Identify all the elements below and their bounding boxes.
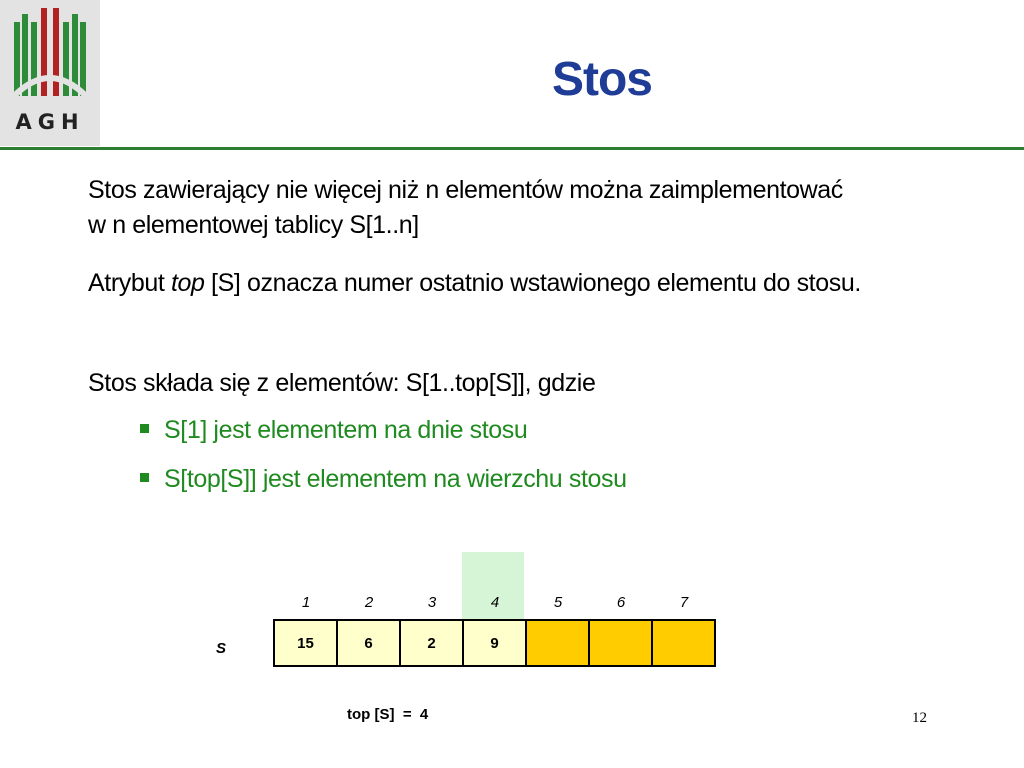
bullet-item-top xyxy=(140,465,627,494)
paragraph-1-line-2: w n elementowej tablicy S[1..n] xyxy=(88,211,419,239)
top-keyword: top xyxy=(170,269,205,297)
square-bullet-icon xyxy=(140,473,149,482)
bullet-item-bottom xyxy=(140,416,527,445)
title-divider xyxy=(0,147,1024,150)
square-bullet-icon xyxy=(140,424,149,433)
array-index: 2 xyxy=(364,594,374,611)
array-cell: 2 xyxy=(401,621,464,665)
array-index: 6 xyxy=(616,594,626,611)
bullet-text: S[1] jest elementem na dnie stosu xyxy=(164,416,528,444)
array-label: S xyxy=(216,640,227,657)
paragraph-1-line-1: Stos zawierający nie więcej niż n elementów można zaimplementować xyxy=(88,176,843,204)
top-pointer-label: top [S] = 4 xyxy=(347,706,429,723)
array-cell: 15 xyxy=(275,621,338,665)
array-index: 5 xyxy=(553,594,563,611)
paragraph-1 xyxy=(88,173,843,243)
array-cell-empty xyxy=(590,621,653,665)
logo-text: AGH xyxy=(15,110,85,134)
bullet-text: S[top[S]] jest elementem na wierzchu stosu xyxy=(164,465,627,493)
array-index: 1 xyxy=(301,594,311,611)
agh-logo xyxy=(0,0,100,146)
array-cell-empty xyxy=(653,621,716,665)
array-cell-empty xyxy=(527,621,590,665)
array-index: 7 xyxy=(679,594,689,611)
paragraph-3: Stos składa się z elementów: S[1..top[S]], gdzie xyxy=(88,369,596,397)
paragraph-2-start: Atrybut xyxy=(88,269,171,297)
slide-title: Stos xyxy=(551,53,652,106)
array-cell: 6 xyxy=(338,621,401,665)
array-cell: 9 xyxy=(464,621,527,665)
agh-logo-emblem-icon xyxy=(0,0,100,110)
array-index: 4 xyxy=(490,594,500,611)
paragraph-2 xyxy=(88,266,861,301)
stack-array xyxy=(273,619,716,667)
page-number: 12 xyxy=(912,710,927,726)
array-index: 3 xyxy=(427,594,437,611)
paragraph-2-end: [S] oznacza numer ostatnio wstawionego elementu do stosu. xyxy=(204,269,861,297)
